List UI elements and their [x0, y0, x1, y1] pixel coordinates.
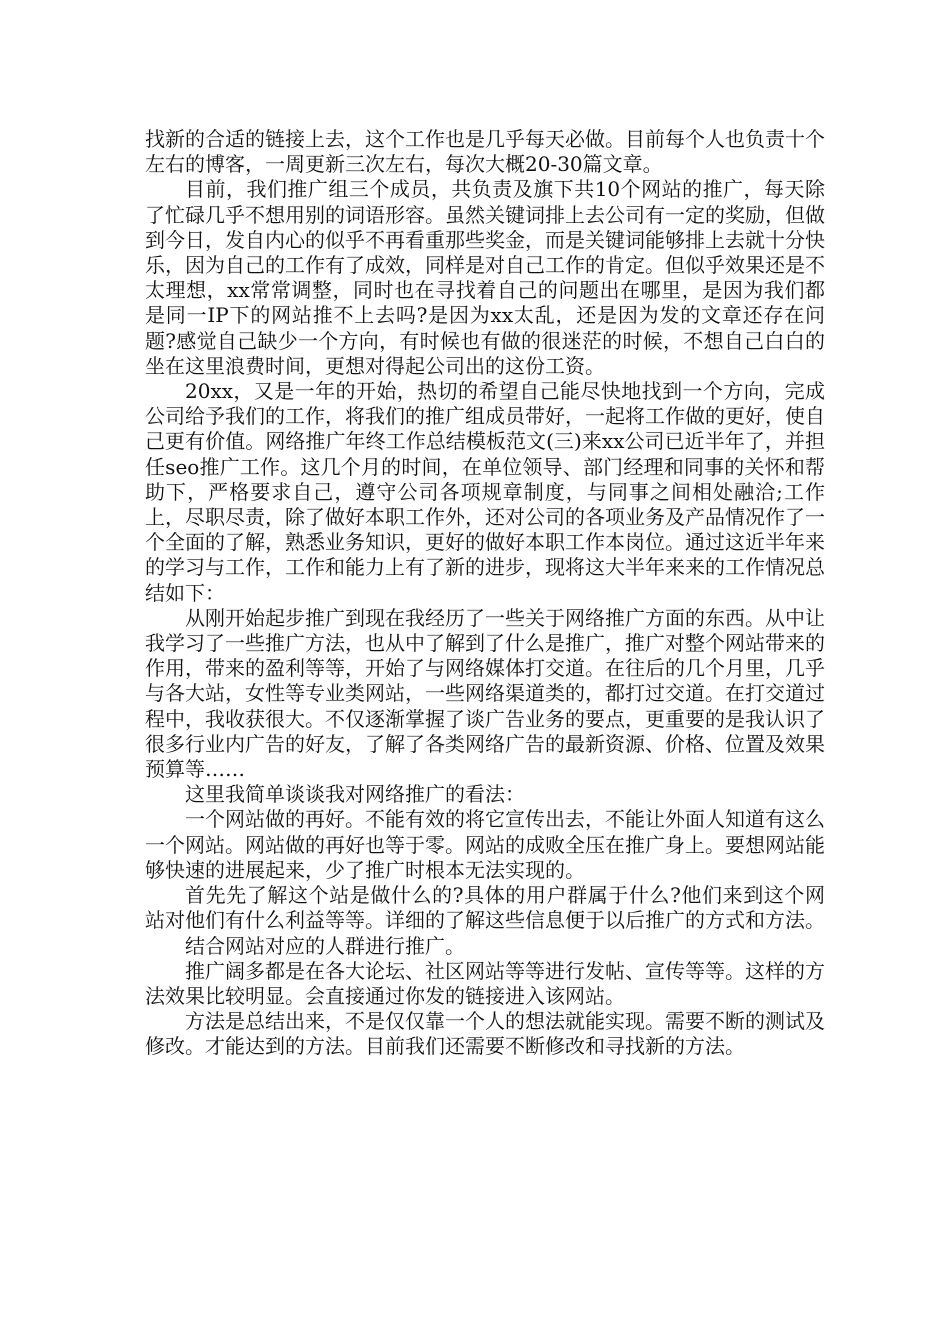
- paragraph-9: 推广阔多都是在各大论坛、社区网站等等进行发帖、宣传等等。这样的方法效果比较明显。会直接通过你发的链接进入该网站。: [145, 958, 825, 1008]
- paragraph-1: 找新的合适的链接上去，这个工作也是几乎每天必做。目前每个人也负责十个左右的博客，一周更新三次左右，每次大概20-30篇文章。: [145, 127, 825, 177]
- paragraph-2: 目前，我们推广组三个成员，共负责及旗下共10个网站的推广，每天除了忙碌几乎不想用别的词语形容。虽然关键词排上去公司有一定的奖励，但做到今日，发自内心的似乎不再看重那些奖金，而是关键词能够排上去就十分快乐，因为自己的工作有了成效，同样是对自己工作的肯定。但似乎效果还是不太理想，xx常常调整，同时也在寻找着自己的问题出在哪里，是因为我们都是同一IP下的网站推不上去吗?是因为xx太乱，还是因为发的文章还存在问题?感觉自己缺少一个方向，有时候也有做的很迷茫的时候，不想自己白白的坐在这里浪费时间，更想对得起公司出的这份工资。: [145, 177, 825, 378]
- paragraph-3: 20xx，又是一年的开始，热切的希望自己能尽快地找到一个方向，完成公司给予我们的工作，将我们的推广组成员带好，一起将工作做的更好，使自己更有价值。网络推广年终工作总结模板范文(三)来xx公司已近半年了，并担任seo推广工作。这几个月的时间，在单位领导、部门经理和同事的关怀和帮助下，严格要求自己，遵守公司各项规章制度，与同事之间相处融洽;工作上，尽职尽责，除了做好本职工作外，还对公司的各项业务及产品情况作了一个全面的了解，熟悉业务知识，更好的做好本职工作本岗位。通过这近半年来的学习与工作，工作和能力上有了新的进步，现将这大半年来来的工作情况总结如下：: [145, 379, 825, 605]
- paragraph-5: 这里我简单谈谈我对网络推广的看法：: [185, 782, 525, 807]
- document-page: [145, 127, 825, 1060]
- paragraph-4: 从刚开始起步推广到现在我经历了一些关于网络推广方面的东西。从中让我学习了一些推广方法，也从中了解到了什么是推广，推广对整个网站带来的作用，带来的盈利等等，开始了与网络媒体打交道。在往后的几个月里，几乎与各大站，女性等专业类网站，一些网络渠道类的，都打过交道。在打交道过程中，我收获很大。不仅逐渐掌握了谈广告业务的要点，更重要的是我认识了很多行业内广告的好友，了解了各类网络广告的最新资源、价格、位置及效果预算等……: [145, 605, 825, 782]
- paragraph-8: 结合网站对应的人群进行推广。: [185, 933, 465, 958]
- paragraph-7: 首先先了解这个站是做什么的?具体的用户群属于什么?他们来到这个网站对他们有什么利益等等。详细的了解这些信息便于以后推广的方式和方法。: [145, 883, 825, 933]
- paragraph-6: 一个网站做的再好。不能有效的将它宣传出去，不能让外面人知道有这么一个网站。网站做的再好也等于零。网站的成败全压在推广身上。要想网站能够快速的进展起来，少了推广时根本无法实现的。: [145, 807, 825, 882]
- paragraph-10: 方法是总结出来，不是仅仅靠一个人的想法就能实现。需要不断的测试及修改。才能达到的方法。目前我们还需要不断修改和寻找新的方法。: [145, 1009, 825, 1059]
